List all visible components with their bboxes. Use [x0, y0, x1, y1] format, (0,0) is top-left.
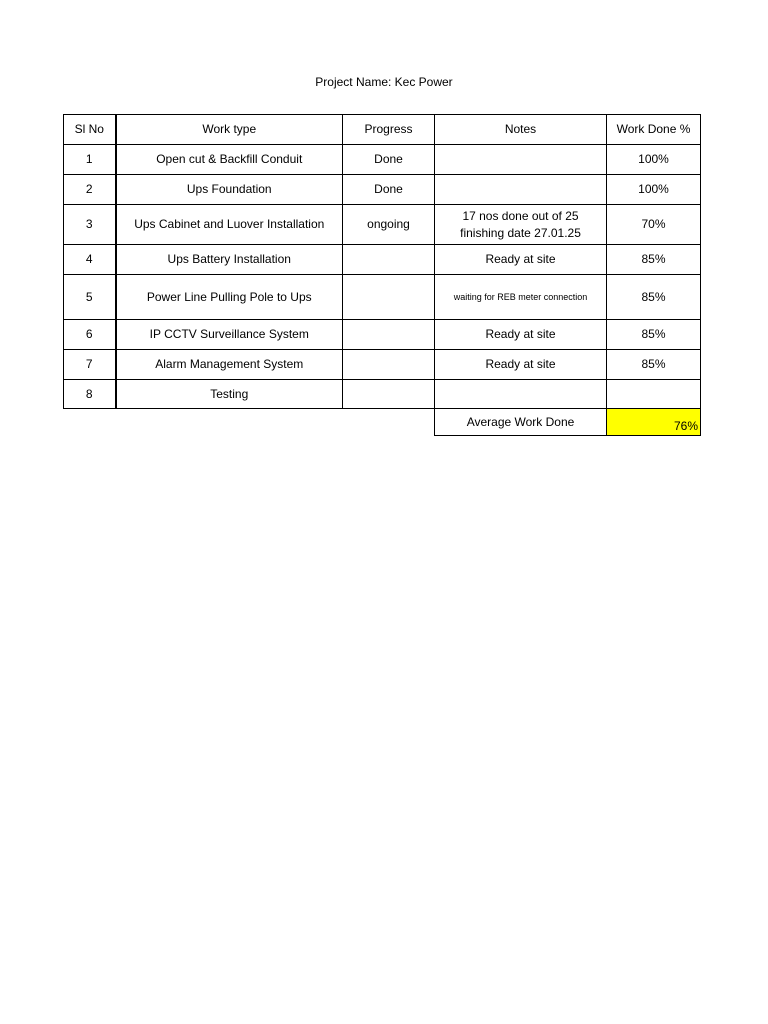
average-work-done-label: Average Work Done	[435, 409, 607, 436]
row-work-done: 85%	[607, 320, 701, 350]
row-notes	[435, 175, 607, 205]
row-sl-no: 2	[64, 175, 116, 205]
row-sl-no: 4	[64, 245, 116, 275]
table-row	[64, 145, 701, 175]
header-notes: Notes	[435, 115, 607, 145]
row-sl-no: 6	[64, 320, 116, 350]
project-title: Project Name: Kec Power	[315, 75, 453, 89]
row-progress	[343, 275, 435, 320]
header-work-type: Work type	[116, 115, 343, 145]
row-work-done: 85%	[607, 245, 701, 275]
summary-row	[64, 409, 701, 436]
row-progress: Done	[343, 175, 435, 205]
row-work-type: IP CCTV Surveillance System	[116, 320, 343, 350]
header-progress: Progress	[343, 115, 435, 145]
row-notes: 17 nos done out of 25 finishing date 27.01.25	[435, 205, 607, 245]
row-work-type: Testing	[116, 380, 343, 409]
table-row	[64, 205, 701, 245]
row-progress	[343, 245, 435, 275]
row-sl-no: 5	[64, 275, 116, 320]
header-work-done: Work Done %	[607, 115, 701, 145]
row-notes: waiting for REB meter connection	[435, 275, 607, 320]
row-notes	[435, 145, 607, 175]
row-notes: Ready at site	[435, 245, 607, 275]
row-work-done: 85%	[607, 350, 701, 380]
row-sl-no: 3	[64, 205, 116, 245]
row-notes: Ready at site	[435, 320, 607, 350]
row-progress	[343, 350, 435, 380]
table-header-row	[64, 115, 701, 145]
row-work-done: 100%	[607, 175, 701, 205]
table-row	[64, 175, 701, 205]
row-progress: Done	[343, 145, 435, 175]
row-progress	[343, 380, 435, 409]
row-work-type: Alarm Management System	[116, 350, 343, 380]
row-work-type: Ups Cabinet and Luover Installation	[116, 205, 343, 245]
row-work-type: Ups Foundation	[116, 175, 343, 205]
row-work-done: 100%	[607, 145, 701, 175]
row-notes	[435, 380, 607, 409]
table-row	[64, 320, 701, 350]
table-row	[64, 350, 701, 380]
row-notes: Ready at site	[435, 350, 607, 380]
row-work-done	[607, 380, 701, 409]
table-row	[64, 380, 701, 409]
table-row	[64, 245, 701, 275]
header-sl-no: Sl No	[64, 115, 116, 145]
row-progress: ongoing	[343, 205, 435, 245]
row-work-type: Power Line Pulling Pole to Ups	[116, 275, 343, 320]
row-sl-no: 8	[64, 380, 116, 409]
row-progress	[343, 320, 435, 350]
row-sl-no: 7	[64, 350, 116, 380]
row-sl-no: 1	[64, 145, 116, 175]
row-work-done: 85%	[607, 275, 701, 320]
row-work-done: 70%	[607, 205, 701, 245]
work-progress-table	[63, 114, 701, 436]
table-row	[64, 275, 701, 320]
row-work-type: Ups Battery Installation	[116, 245, 343, 275]
average-work-done-value: 76%	[607, 409, 701, 436]
row-work-type: Open cut & Backfill Conduit	[116, 145, 343, 175]
